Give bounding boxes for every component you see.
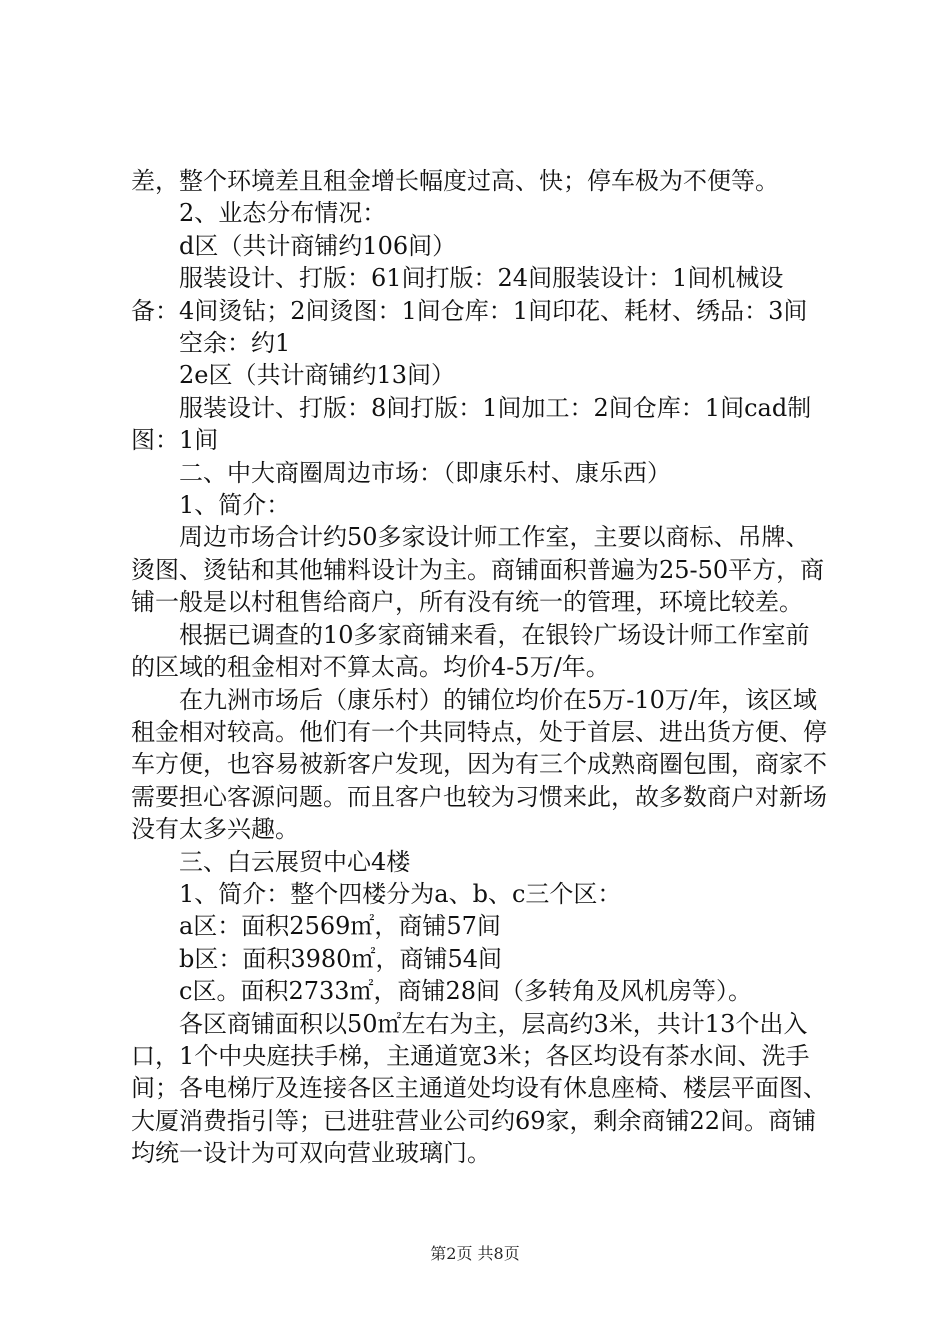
- paragraph: 2e区（共计商铺约13间）: [179, 361, 456, 390]
- paragraph: 1、简介：: [179, 491, 291, 520]
- paragraph: 空余：约1: [179, 329, 291, 358]
- paragraph: 周边市场合计约50多家设计师工作室，主要以商标、吊牌、烫图、烫钻和其他辅料设计为主。商铺面积普遍为25-50平方，商铺一般是以村租售给商户，所有没有统一的管理，环境比较差。: [131, 523, 825, 617]
- paragraph: 各区商铺面积以50㎡左右为主，层高约3米，共计13个出入口，1个中央庭扶手梯，主通道宽3米；各区均设有茶水间、洗手间；各电梯厅及连接各区主通道处均设有休息座椅、楼层平面图、大厦消费指引等；已进驻营业公司约69家，剩余商铺22间。商铺均统一设计为可双向营业玻璃门。: [131, 1009, 827, 1168]
- paragraph: 服装设计、打版：8间打版：1间加工：2间仓库：1间cad制图：1间: [131, 393, 812, 455]
- paragraph: d区（共计商铺约106间）: [179, 231, 457, 260]
- paragraph: 服装设计、打版：61间打版：24间服装设计：1间机械设备：4间烫钻；2间烫图：1间仓库：1间印花、耗材、绣品：3间: [131, 264, 808, 325]
- paragraph: a区：面积2569㎡，商铺57间: [179, 912, 501, 941]
- page-footer: 第2页 共8页: [430, 1244, 520, 1263]
- paragraph: b区：面积3980㎡，商铺54间: [179, 944, 502, 973]
- paragraph: 差，整个环境差且租金增长幅度过高、快；停车极为不便等。: [131, 167, 779, 195]
- section-heading: 三、白云展贸中心4楼: [179, 847, 411, 876]
- paragraph: 在九洲市场后（康乐村）的铺位均价在5万-10万/年，该区域租金相对较高。他们有一个共同特点，处于首层、进出货方便、停车方便，也容易被新客户发现，因为有三个成熟商圈包围，商家不需要担心客源问题。而且客户也较为习惯来此，故多数商户对新场没有太多兴趣。: [131, 685, 827, 844]
- paragraph: 2、业态分布情况：: [179, 199, 387, 228]
- paragraph: 1、简介：整个四楼分为a、b、c三个区：: [179, 879, 622, 908]
- section-heading: 二、中大商圈周边市场：（即康乐村、康乐西）: [179, 458, 671, 487]
- document-body: [131, 165, 831, 1170]
- paragraph: c区。面积2733㎡，商铺28间（多转角及风机房等）。: [179, 977, 753, 1006]
- paragraph: 根据已调查的10多家商铺来看，在银铃广场设计师工作室前的区域的租金相对不算太高。均价4-5万/年。: [131, 620, 810, 682]
